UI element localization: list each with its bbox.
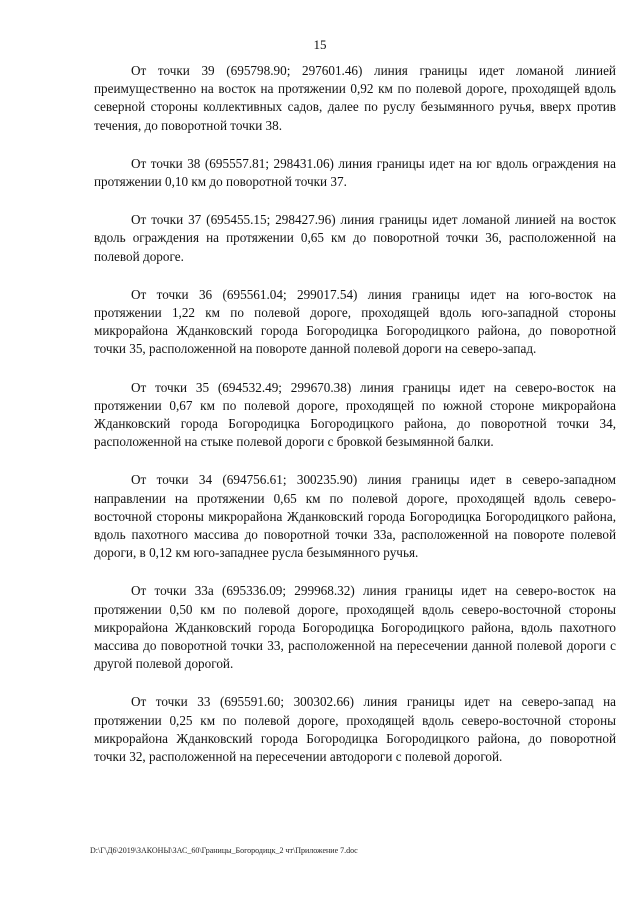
paragraph-point-37: От точки 37 (695455.15; 298427.96) линия границы идет ломаной линией на восток вдоль ограждения на протяжении 0,65 км до поворотной точки 36, расположенной на полевой дороге. (94, 212, 616, 264)
footer-file-path: D:\Г\Д6\2019\ЗАКОНЫ\ЗАС_60\Границы_Богородицк_2 чт\Приложение 7.doc (90, 846, 358, 855)
page-number: 15 (313, 37, 327, 52)
paragraph-point-36: От точки 36 (695561.04; 299017.54) линия границы идет на юго-восток на протяжении 1,22 км по полевой дороге, проходящей вдоль юго-западной стороны микрорайона Жданковский города Богородицка Богородицкого района, до поворотной точки 35, расположенной на повороте данной полевой дороги на северо-запад. (94, 286, 616, 357)
paragraph-point-34: От точки 34 (694756.61; 300235.90) линия границы идет в северо-западном направлении на протяжении 0,65 км по полевой дороге, проходящей вдоль северо-восточной стороны микрорайона Жданковский города Богородицка Богородицкого района, вдоль пахотного массива до поворотной точки 33а, расположенной на повороте полевой дороги, в 0,12 км юго-западнее русла безымянного ручья. (94, 472, 616, 561)
paragraph-point-38: От точки 38 (695557.81; 298431.06) линия границы идет на юг вдоль ограждения на протяжении 0,10 км до поворотной точки 37. (94, 155, 616, 190)
paragraph-point-33a: От точки 33а (695336.09; 299968.32) линия границы идет на северо-восток на протяжении 0,50 км по полевой дороге, проходящей вдоль северо-восточной стороны микрорайона Жданковский города Богородицка Богородицкого района, вдоль пахотного массива до поворотной точки 33, расположенной на пересечении данной полевой дороги с другой полевой дорогой. (94, 583, 616, 672)
paragraph-point-33: От точки 33 (695591.60; 300302.66) линия границы идет на северо-запад на протяжении 0,25 км по полевой дороге, проходящей вдоль северо-восточной стороны микрорайона Жданковский города Богородицка Богородицкого района, до поворотной точки 32, расположенной на пересечении автодороги с полевой дорогой. (94, 694, 616, 765)
paragraph-point-39: От точки 39 (695798.90; 297601.46) линия границы идет ломаной линией преимущественно на восток на протяжении 0,92 км по полевой дороге, проходящей вдоль северной стороны коллективных садов, далее по руслу безымянного ручья, вверх против течения, до поворотной точки 38. (94, 63, 616, 133)
document-body (94, 62, 616, 786)
paragraph-point-35: От точки 35 (694532.49; 299670.38) линия границы идет на северо-восток на протяжении 0,67 км по полевой дороге, проходящей по южной стороне микрорайона Жданковский города Богородицка Богородицкого района, до поворотной точки 34, расположенной на стыке полевой дороги с бровкой безымянной балки. (94, 379, 616, 450)
